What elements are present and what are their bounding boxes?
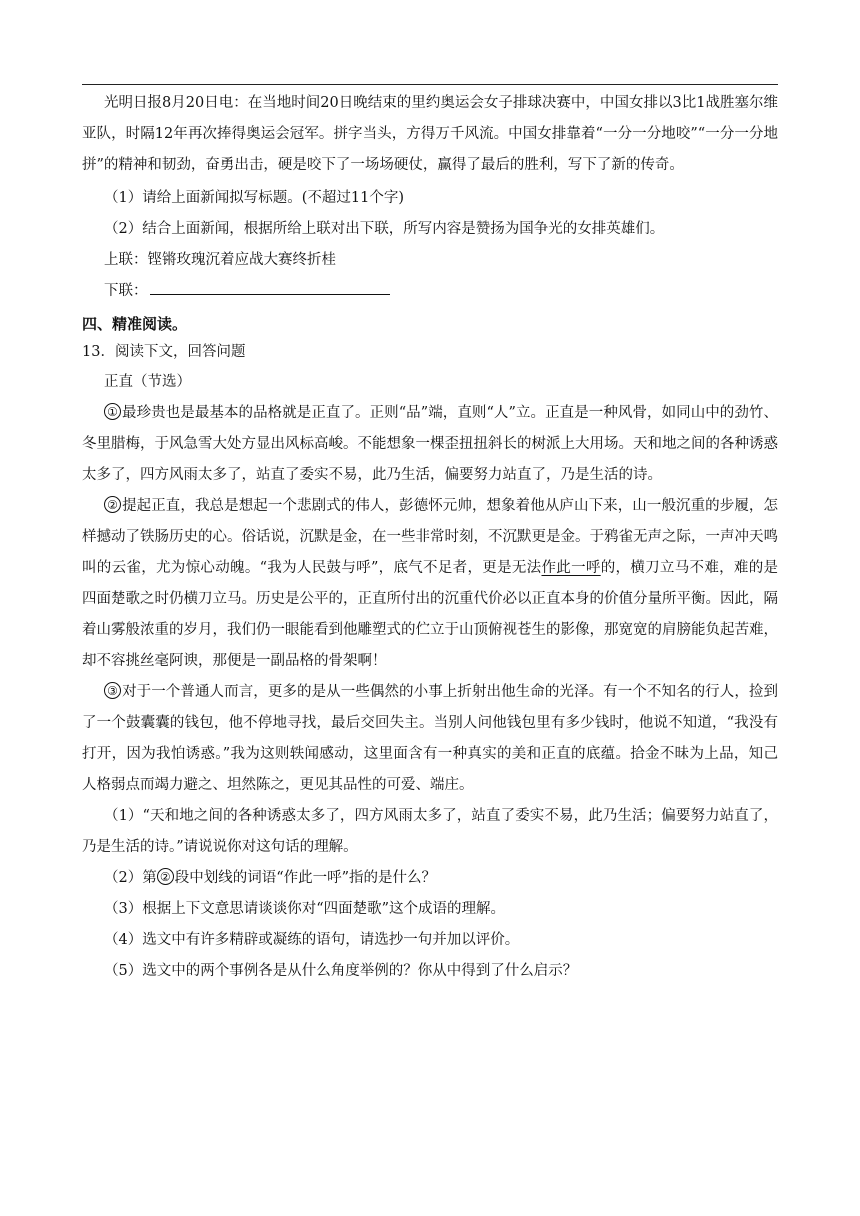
paragraph-marker-3: ③ [104, 682, 121, 699]
q13-stem: 13．阅读下文，回答问题 [82, 344, 246, 360]
question-2 [82, 863, 778, 894]
question-2-text-a: （2）第 [104, 870, 157, 886]
paragraph-2 [82, 491, 778, 677]
article-title: 正直（节选） [104, 374, 191, 390]
question-2-text-b: 段中划线的词语“作此一呼”指的是什么？ [174, 870, 437, 886]
question-4: （4）选文中有许多精辟或凝练的语句，请选抄一句并加以评价。 [104, 932, 520, 948]
paragraph-1 [82, 398, 778, 491]
content [82, 88, 778, 987]
question-5: （5）选文中的两个事例各是从什么角度举例的？你从中得到了什么启示？ [104, 963, 578, 979]
question-3: （3）根据上下文意思请谈谈你对“四面楚歌”这个成语的理解。 [104, 901, 506, 917]
paragraph-marker-2: ② [104, 496, 121, 513]
lower-couplet-label: 下联： [104, 283, 148, 299]
question-2-marker: ② [157, 868, 174, 885]
paragraph-1-text: 最珍贵也是最基本的品格就是正直了。正则“品”端，直则“人”立。正直是一种风骨，如同山中的劲竹、冬里腊梅，于风急雪大处方显出风标高峻。不能想象一棵歪扭扭斜长的树派上大用场。天和地之间的各种诱惑太多了，四方风雨太多了，站直了委实不易，此乃生活，偏要努力站直了，乃是生活的诗。 [82, 405, 778, 483]
top-rule [82, 84, 778, 85]
paragraph-2-text-a: 提起正直，我总是想起一个悲剧式的伟人，彭德怀元帅，想象着他从庐山下来，山一般沉重的步履，怎样撼动了铁肠历史的心。俗话说，沉默是金，在一些非常时刻，不沉默更是金。于鸦雀无声之际，一声冲天鸣叫的云雀，尤为惊心动魄。“我为人民鼓与呼”，底气不足者，更是无法 [82, 498, 778, 576]
question-1: （1）“天和地之间的各种诱惑太多了，四方风雨太多了，站直了委实不易，此乃生活；偏要努力站直了，乃是生活的诗。”请说说你对这句话的理解。 [82, 808, 778, 855]
upper-couplet: 上联：铿锵玫瑰沉着应战大赛终折桂 [104, 252, 336, 268]
section-title: 四、精准阅读。 [82, 315, 188, 333]
paragraph-3 [82, 677, 778, 801]
lower-couplet [82, 276, 778, 307]
q12-sub2: （2）结合上面新闻，根据所给上联对出下联，所写内容是赞扬为国争光的女排英雄们。 [104, 221, 665, 237]
underlined-phrase: 作此一呼 [541, 560, 601, 576]
answer-blank[interactable] [150, 276, 390, 295]
paragraph-marker-1: ① [104, 403, 121, 420]
news-paragraph: 光明日报8月20日电：在当地时间20日晚结束的里约奥运会女子排球决赛中，中国女排以3比1战胜塞尔维亚队，时隔12年再次捧得奥运会冠军。拼字当头，方得万千风流。中国女排靠着“一分一分地咬”“一分一分地拼”的精神和韧劲，奋勇出击，硬是咬下了一场场硬仗，赢得了最后的胜利，写下了新的传奇。 [82, 95, 778, 173]
paragraph-3-text: 对于一个普通人而言，更多的是从一些偶然的小事上折射出他生命的光泽。有一个不知名的行人，捡到了一个鼓囊囊的钱包，他不停地寻找，最后交回失主。当别人问他钱包里有多少钱时，他说不知道，“我没有打开，因为我怕诱惑。”我为这则轶闻感动，这里面含有一种真实的美和正直的底蕴。拾金不昧为上品，知己人格弱点而竭力避之、坦然陈之，更见其品性的可爱、端庄。 [82, 684, 778, 793]
paragraph-2-text-b: 的，横刀立马不难，难的是四面楚歌之时仍横刀立马。历史是公平的，正直所付出的沉重代价必以正直本身的价值分量所平衡。因此，隔着山雾般浓重的岁月，我们仍一眼能看到他雕塑式的伫立于山顶俯视苍生的影像，那宽宽的肩膀能负起苦难，却不容挑丝毫阿谀，那便是一副品格的骨架啊！ [82, 560, 779, 669]
q12-sub1: （1）请给上面新闻拟写标题。(不超过11个字) [104, 190, 404, 206]
